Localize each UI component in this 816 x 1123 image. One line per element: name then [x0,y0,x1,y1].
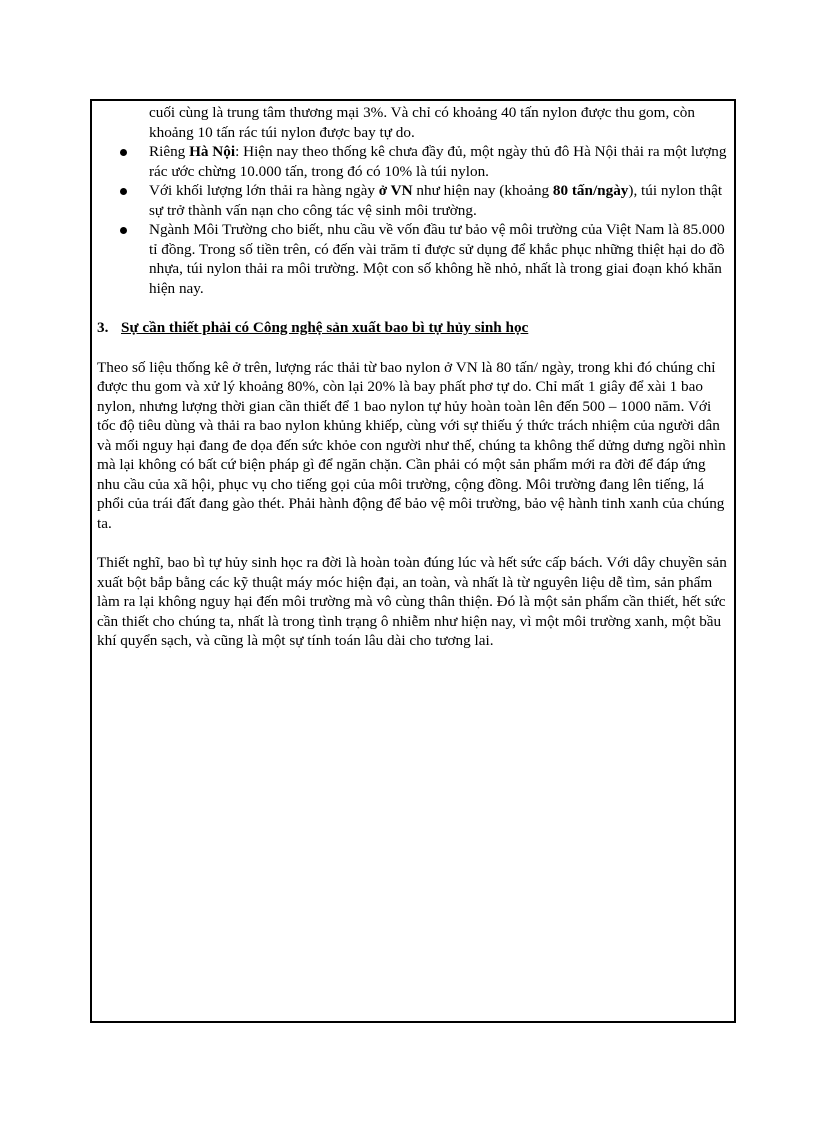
paragraph: Thiết nghĩ, bao bì tự hủy sinh học ra đời là hoàn toàn đúng lúc và hết sức cấp bách. Với dây chuyền sản xuất bột bắp bằng các kỹ thuật máy móc hiện đại, an toàn, và nhất là từ nguyên liệu dễ tìm, sản phẩm làm ra lại không nguy hại đến môi trường mà vô cùng thân thiện. Đó là một sản phẩm cần thiết, hết sức cần thiết cho chúng ta, nhất là trong tình trạng ô nhiễm như hiện nay, vì một môi trường xanh, một bầu khí quyển sạch, và cũng là một sự tính toán lâu dài cho tương lai. [97,554,727,649]
list-item-text: Riêng [149,143,190,160]
paragraph: Theo số liệu thống kê ở trên, lượng rác thải từ bao nylon ở VN là 80 tấn/ ngày, trong khi đó chúng chỉ được thu gom và xử lý khoảng 80%, còn lại 20% là bay phất phơ tự do. Chỉ mất 1 giây để xài 1 bao nylon, nhưng lượng thời gian cần thiết để 1 bao nylon tự hủy hoàn toàn lên đến 500 – 1000 năm. Với tốc độ tiêu dùng và thải ra bao nylon khủng khiếp, cùng với sự thiếu ý thức trách nhiệm của người dân và mối nguy hại đang đe dọa đến sức khỏe con người như thế, chúng ta không thể dửng dưng ngồi nhìn mà lại không có bất cứ biện pháp gì để ngăn chặn. Cần phải có một sản phẩm mới ra đời để đáp ứng nhu cầu của xã hội, phục vụ cho tiếng gọi của môi trường, cộng đồng. Môi trường đang lên tiếng, lá phổi của trái đất đang gào thét. Phải hành động để bảo vệ môi trường, bảo vệ hành tinh xanh của chúng ta. [97,358,726,532]
section-title: Sự cần thiết phải có Công nghệ sản xuất bao bì tự hủy sinh học [121,319,529,336]
list-item [97,220,727,298]
list-item-bold-text: 80 tấn/ngày [552,182,629,199]
list-item-text: Với khối lượng lớn thải ra hàng ngày [149,182,379,199]
section-number: 3. [97,319,109,336]
list-item-text: Ngành Môi Trường cho biết, nhu cầu về vốn đầu tư bảo vệ môi trường của Việt Nam là 85.000 tỉ đồng. Trong số tiền trên, có đến vài trăm tỉ được sử dụng để khắc phục những thiệt hại do đồ nhựa, túi nylon thải ra môi trường. Một con số không hề nhỏ, nhất là trong giai đoạn khó khăn hiện nay. [149,221,725,297]
document-body [97,103,727,651]
bullet-icon [120,188,127,195]
list-item [97,181,727,220]
list-item [97,142,727,181]
section-heading [97,318,727,338]
list-item-bold-text: Hà Nội [189,143,236,160]
list-item-continuation: cuối cùng là trung tâm thương mại 3%. Và chỉ có khoảng 40 tấn nylon được thu gom, còn khoảng 10 tấn rác túi nylon được bay tự do. [149,104,695,141]
page-border-frame [90,99,736,1023]
bullet-list [97,142,727,298]
bullet-icon [120,149,127,156]
list-item-text: như hiện nay (khoảng [412,182,553,199]
list-item-text: : Hiện nay theo thống kê chưa đầy đủ, một ngày thủ đô Hà Nội thải ra một lượng rác ước chừng 10.000 tấn, trong đó có 10% là túi nylon. [149,143,727,180]
list-item-text: ), túi nylon thật sự trở thành vấn nạn cho công tác vệ sinh môi trường. [149,182,723,219]
list-item-bold-text: ở VN [378,182,413,199]
bullet-icon [120,227,127,234]
